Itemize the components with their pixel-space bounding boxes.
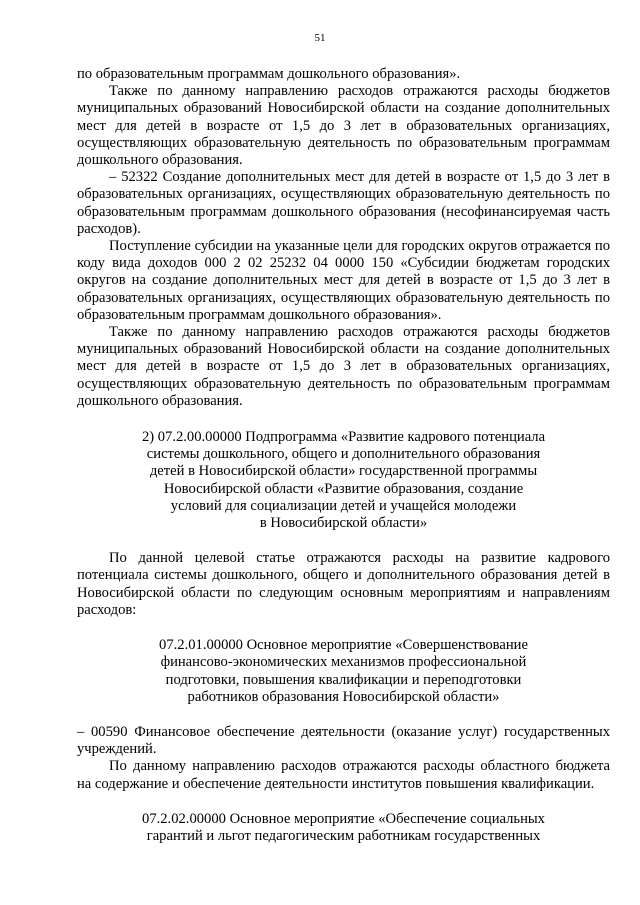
heading-line: условий для социализации детей и учащейся молодежи [170, 497, 517, 514]
heading-line: системы дошкольного, общего и дополнительного образования [146, 446, 541, 463]
paragraph-continuation: по образовательным программам дошкольного образования». [77, 66, 461, 82]
paragraph: По данному направлению расходов отражаются расходы областного бюджета на содержание и обеспечение деятельности институтов повышения квалификации. [77, 758, 610, 792]
subprogram-heading [77, 429, 610, 532]
paragraph: Также по данному направлению расходов отражаются расходы бюджетов муниципальных образований Новосибирской области на создание дополнительных мест для детей в возрасте от 1,5 до 3 лет в образовательных организациях, осуществляющих образовательную деятельность по образовательным программам дошкольного образования. [77, 324, 610, 409]
paragraph: Также по данному направлению расходов отражаются расходы бюджетов муниципальных образований Новосибирской области на создание дополнительных мест для детей в возрасте от 1,5 до 3 лет в образовательных организациях, осуществляющих образовательную деятельность по образовательным программам дошкольного образования. [77, 83, 610, 169]
heading-line: Новосибирской области «Развитие образования, создание [163, 480, 524, 497]
heading-line: 07.2.01.00000 Основное мероприятие «Совершенствование [159, 637, 528, 654]
paragraph: Поступление субсидии на указанные цели для городских округов отражается по коду вида доходов 000 2 02 25232 04 0000 150 «Субсидии бюджетам городских округов на создание дополнительных мест для детей в возрасте от 1,5 до 3 лет в образовательных организациях, осуществляющих образовательную деятельность по образовательным программам дошкольного образования». [77, 238, 610, 323]
heading-line: 07.2.02.00000 Основное мероприятие «Обеспечение социальных [142, 810, 545, 827]
paragraph: По данной целевой статье отражаются расходы на развитие кадрового потенциала системы дошкольного, общего и дополнительного образования детей в Новосибирской области по следующим основным мероприятиям и направлениям расходов: [77, 550, 610, 618]
list-item-52322: – 52322 Создание дополнительных мест для детей в возрасте от 1,5 до 3 лет в образовательных организациях, осуществляющих образовательную деятельность по образовательным программам дошкольного образования (несофинансируемая часть расходов). [77, 169, 610, 237]
heading-line: гарантий и льгот педагогическим работникам государственных [146, 827, 541, 844]
list-item-00590: – 00590 Финансовое обеспечение деятельности (оказание услуг) государственных учреждений. [77, 723, 610, 758]
heading-line: 2) 07.2.00.00000 Подпрограмма «Развитие кадрового потенциала [141, 429, 546, 446]
heading-line: в Новосибирской области» [259, 515, 428, 532]
activity-heading [77, 637, 610, 706]
heading-line: работников образования Новосибирской области» [187, 688, 500, 705]
heading-line: финансово-экономических механизмов профессиональной [160, 654, 527, 671]
heading-line: детей в Новосибирской области» государственной программы [149, 463, 538, 480]
page-number: 51 [314, 32, 326, 44]
document-body [77, 66, 610, 845]
activity-heading [77, 811, 610, 845]
heading-line: подготовки, повышения квалификации и переподготовки [165, 671, 522, 688]
